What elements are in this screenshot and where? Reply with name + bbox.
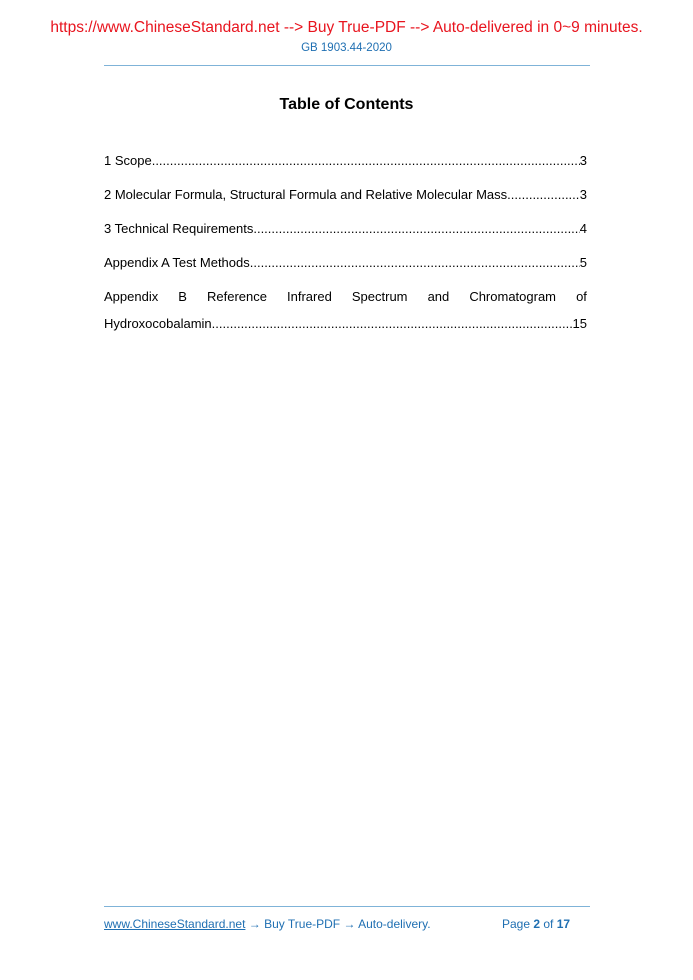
toc-title: Table of Contents	[279, 96, 414, 113]
footer-divider	[104, 906, 590, 907]
toc-entry-label: Appendix A Test Methods	[104, 255, 250, 270]
toc-entry-molecular-formula[interactable]	[104, 186, 587, 203]
toc-word: Reference	[206, 289, 267, 304]
page-mid: of	[540, 917, 557, 931]
header-divider	[104, 65, 590, 66]
toc-entry-label-line2	[104, 315, 587, 332]
toc-entry-page: 5	[579, 255, 587, 270]
toc-list	[104, 152, 587, 349]
footer-page-number	[502, 917, 570, 931]
footer-site-link[interactable]: www.ChineseStandard.net	[104, 917, 246, 931]
toc-leader-dots	[253, 220, 579, 237]
toc-entry-technical-requirements[interactable]	[104, 220, 587, 237]
toc-leader-dots	[152, 152, 580, 169]
toc-word: Appendix	[104, 289, 159, 304]
toc-word: B	[178, 289, 187, 304]
toc-entry-page: 15	[572, 316, 587, 331]
toc-entry-label: 3 Technical Requirements	[104, 221, 254, 236]
toc-entry-label-line1	[104, 288, 587, 305]
toc-entry-appendix-b[interactable]	[104, 288, 587, 332]
toc-word: Chromatogram	[469, 289, 557, 304]
standard-code: GB 1903.44-2020	[301, 42, 392, 54]
toc-leader-dots	[250, 254, 580, 271]
toc-leader-dots	[212, 315, 573, 332]
toc-word: and	[427, 289, 450, 304]
toc-word: Infrared	[287, 289, 332, 304]
toc-entry-page: 3	[579, 153, 587, 168]
toc-word: Spectrum	[351, 289, 408, 304]
top-banner[interactable]: https://www.ChineseStandard.net --> Buy True-PDF --> Auto-delivered in 0~9 minutes.	[50, 19, 643, 36]
toc-entry-label: 1 Scope	[104, 153, 152, 168]
toc-entry-scope[interactable]	[104, 152, 587, 169]
footer-tagline: → Buy True-PDF → Auto-delivery.	[245, 917, 431, 931]
toc-entry-label: 2 Molecular Formula, Structural Formula and Relative Molecular Mass	[104, 187, 508, 202]
page-prefix: Page	[502, 917, 534, 931]
toc-entry-page: 4	[579, 221, 587, 236]
footer-promo	[104, 917, 431, 931]
page-total: 17	[556, 917, 571, 931]
toc-leader-dots	[507, 186, 580, 203]
toc-entry-label: Hydroxocobalamin	[104, 316, 212, 331]
toc-word: of	[576, 289, 587, 304]
toc-entry-appendix-a[interactable]	[104, 254, 587, 271]
toc-entry-page: 3	[579, 187, 587, 202]
page-current: 2	[533, 917, 541, 931]
